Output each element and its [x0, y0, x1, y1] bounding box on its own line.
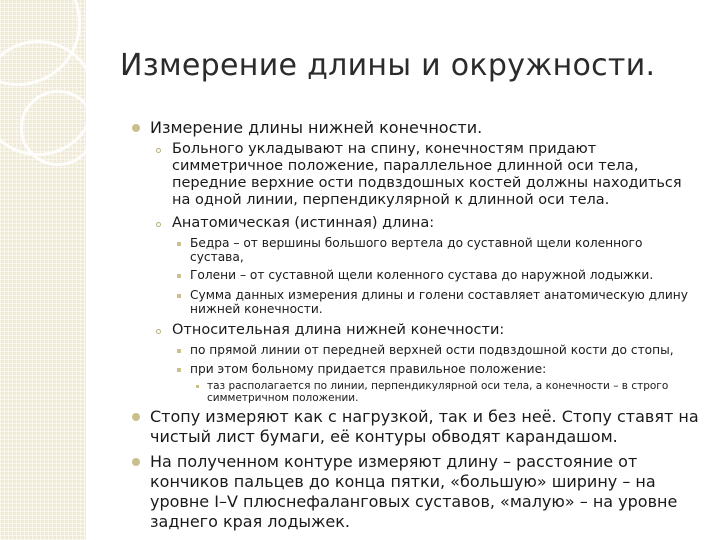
sub-bullet-icon: [156, 148, 161, 153]
bullet-icon: [132, 124, 140, 132]
bullet-text: на одной линии, перпендикулярной к длинной оси тела.: [172, 192, 610, 208]
bullet-icon: [132, 458, 140, 466]
decorative-ring: [20, 90, 86, 166]
decorative-side-band: [0, 0, 86, 540]
bullet-text: Измерение длины нижней конечности.: [150, 118, 483, 137]
bullet-text: кончиков пальцев до конца пятки, «большую» ширину – на: [150, 472, 656, 491]
sub-bullet-icon: [196, 385, 199, 388]
bullet-text: На полученном контуре измеряют длину – расстояние от: [150, 452, 638, 471]
sub-bullet-icon: [177, 294, 181, 298]
slide-title: Измерение длины и окружности.: [120, 48, 656, 83]
bullet-text: симметричное положение, параллельное длинной оси тела,: [172, 158, 639, 174]
bullet-text: Голени – от суставной щели коленного сустава до наружной лодыжки.: [190, 268, 654, 282]
bullet-text: Относительная длина нижней конечности:: [172, 322, 505, 338]
bullet-text: Анатомическая (истинная) длина:: [172, 215, 435, 231]
sub-bullet-icon: [177, 349, 181, 353]
sub-bullet-icon: [177, 368, 181, 372]
sub-bullet-icon: [156, 222, 161, 227]
bullet-text: Больного укладывают на спину, конечностям придают: [172, 141, 597, 157]
bullet-text: уровне I–V плюснефаланговых суставов, «малую» – на уровне: [150, 492, 678, 511]
bullet-text: заднего края лодыжек.: [150, 512, 351, 531]
bullet-text: Сумма данных измерения длины и голени составляет анатомическую длину: [190, 288, 688, 302]
sub-bullet-icon: [177, 274, 181, 278]
bullet-text: Бедра – от вершины большого вертела до суставной щели коленного: [190, 236, 643, 250]
bullet-text: сустава,: [190, 250, 244, 264]
bullet-text: при этом больному придается правильное положение:: [190, 362, 547, 376]
bullet-text: симметричном положении.: [207, 392, 359, 404]
bullet-text: передние верхние ости подвздошных костей должны находиться: [172, 175, 682, 191]
bullet-icon: [132, 413, 140, 421]
bullet-text: нижней конечности.: [190, 302, 323, 316]
sub-bullet-icon: [156, 329, 161, 334]
bullet-text: Стопу измеряют как с нагрузкой, так и без неё. Стопу ставят на: [150, 407, 699, 426]
bullet-text: по прямой линии от передней верхней ости подвздошной кости до стопы,: [190, 343, 674, 357]
sub-bullet-icon: [177, 242, 181, 246]
bullet-text: таз располагается по линии, перпендикулярной оси тела, а конечности – в строго: [207, 380, 669, 392]
bullet-text: чистый лист бумаги, её контуры обводят карандашом.: [150, 427, 618, 446]
